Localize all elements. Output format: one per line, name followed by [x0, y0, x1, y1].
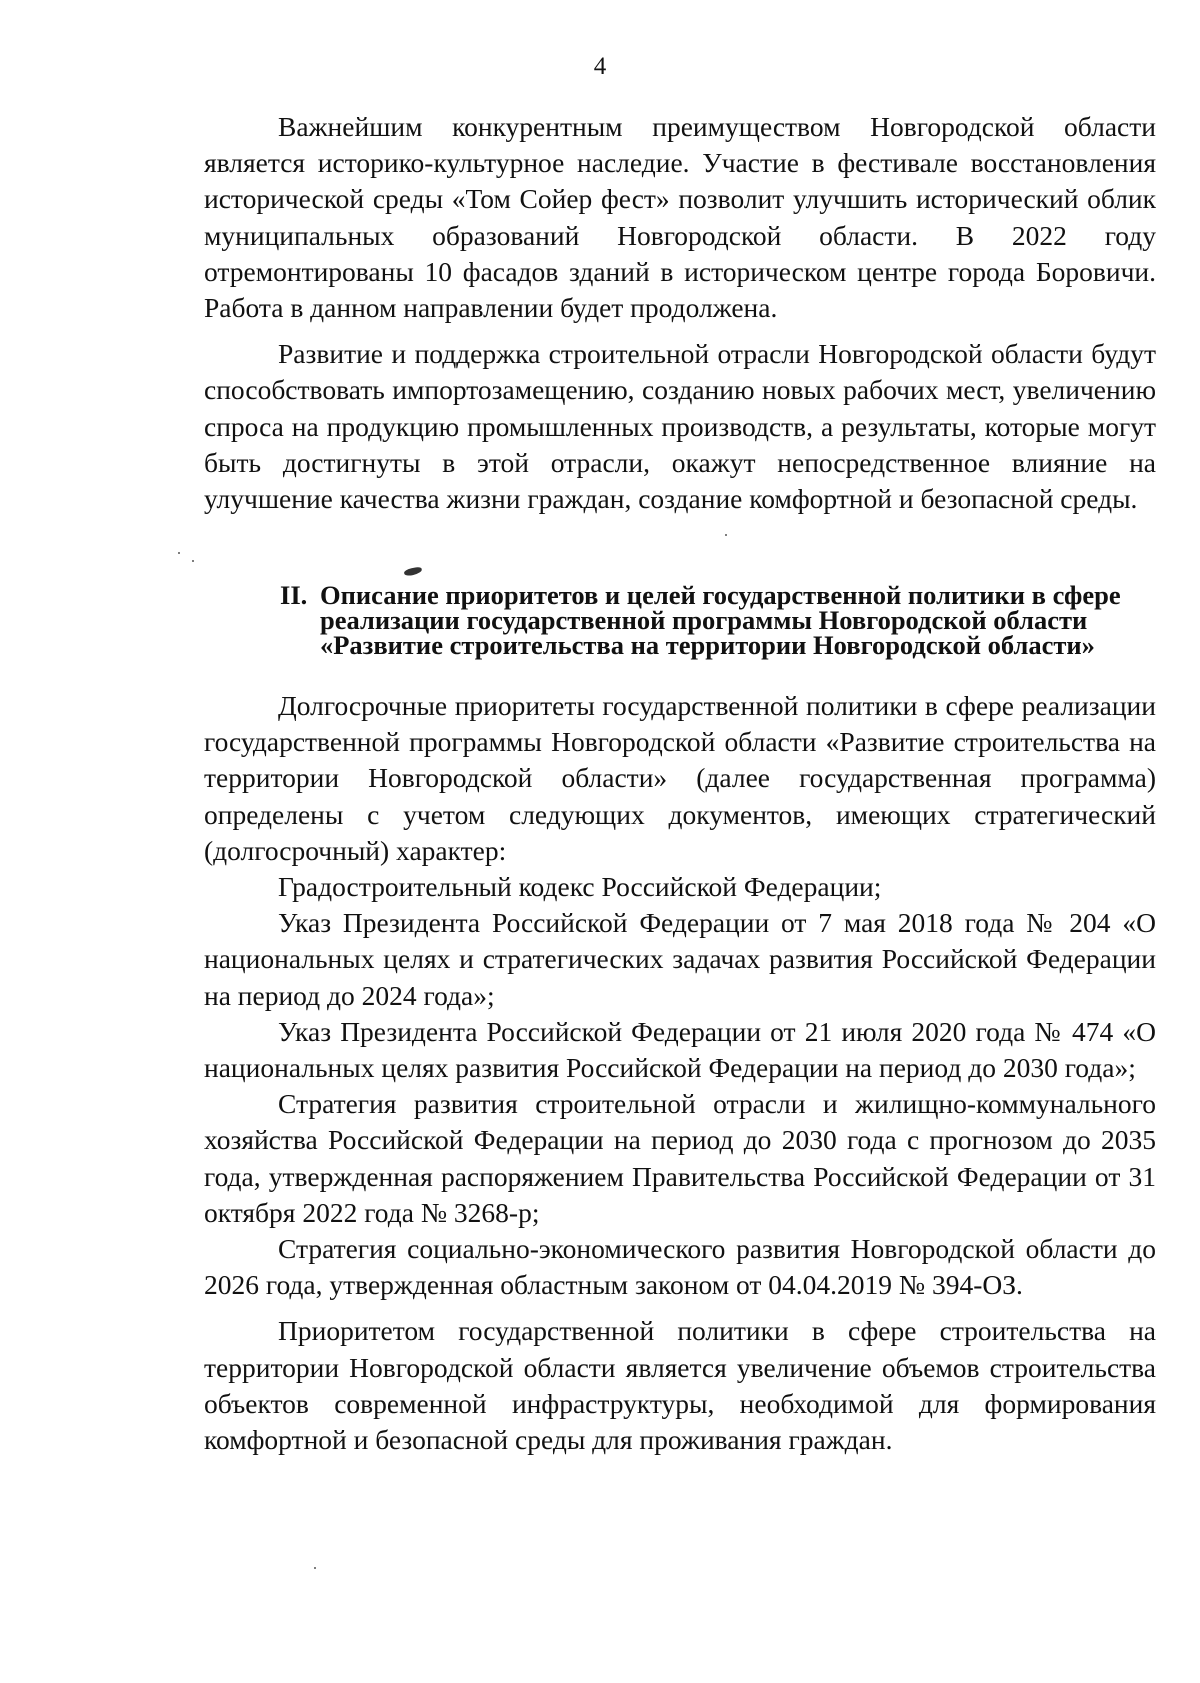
- page-number: 4: [593, 53, 607, 80]
- scan-speck: [178, 552, 180, 554]
- paragraph: Указ Президента Российской Федерации от 7 мая 2018 года № 204 «О национальных целях и стратегических задачах развития Российской Федерации на период до 2024 года»;: [204, 907, 1156, 1011]
- scan-speck: [725, 534, 727, 536]
- intro-text: [204, 109, 1156, 517]
- paragraph: Градостроительный кодекс Российской Федерации;: [278, 871, 882, 903]
- paragraph: Развитие и поддержка строительной отрасли Новгородской области будут способствовать импортозамещению, созданию новых рабочих мест, увеличению спроса на продукцию промышленных производств, а результаты, которые могут быть достигнуты в этой отрасли, окажут непосредственное влияние на улучшение качества жизни граждан, создание комфортной и безопасной среды.: [204, 338, 1156, 515]
- main-text: [204, 688, 1156, 1458]
- scan-speck: [314, 1567, 316, 1569]
- paragraph: Стратегия развития строительной отрасли и жилищно-коммунального хозяйства Российской Федерации на период до 2030 года с прогнозом до 2035 года, утвержденная распоряжением Правительства Российской Федерации от 31 октября 2022 года № 3268-р;: [204, 1088, 1156, 1228]
- section-number: II.: [280, 580, 308, 610]
- paragraph: Важнейшим конкурентным преимуществом Новгородской области является историко-культурное наследие. Участие в фестивале восстановления исторической среды «Том Сойер фест» позволит улучшить исторический облик муниципальных образований Новгородской области. В 2022 году отремонтированы 10 фасадов зданий в историческом центре города Боровичи. Работа в данном направлении будет продолжена.: [204, 111, 1156, 324]
- scan-speck: [192, 560, 194, 562]
- paragraph: Стратегия социально-экономического развития Новгородской области до 2026 года, утвержденная областным законом от 04.04.2019 № 394-ОЗ.: [204, 1233, 1156, 1301]
- section-heading: [280, 580, 1160, 660]
- paragraph: Указ Президента Российской Федерации от 21 июля 2020 года № 474 «О национальных целях развития Российской Федерации на период до 2030 года»;: [204, 1015, 1156, 1084]
- scan-smudge: [403, 566, 422, 577]
- paragraph: Долгосрочные приоритеты государственной политики в сфере реализации государственной программы Новгородской области «Развитие строительства на территории Новгородской области» (далее государственная программа) определены с учетом следующих документов, имеющих стратегический (долгосрочный) характер:: [204, 690, 1156, 866]
- section-title: Описание приоритетов и целей государственной политики в сфере реализации государственной программы Новгородской области «Развитие строительства на территории Новгородской области»: [320, 580, 1121, 660]
- paragraph: Приоритетом государственной политики в сфере строительства на территории Новгородской области является увеличение объемов строительства объектов современной инфраструктуры, необходимой для формирования комфортной и безопасной среды для проживания граждан.: [204, 1315, 1156, 1456]
